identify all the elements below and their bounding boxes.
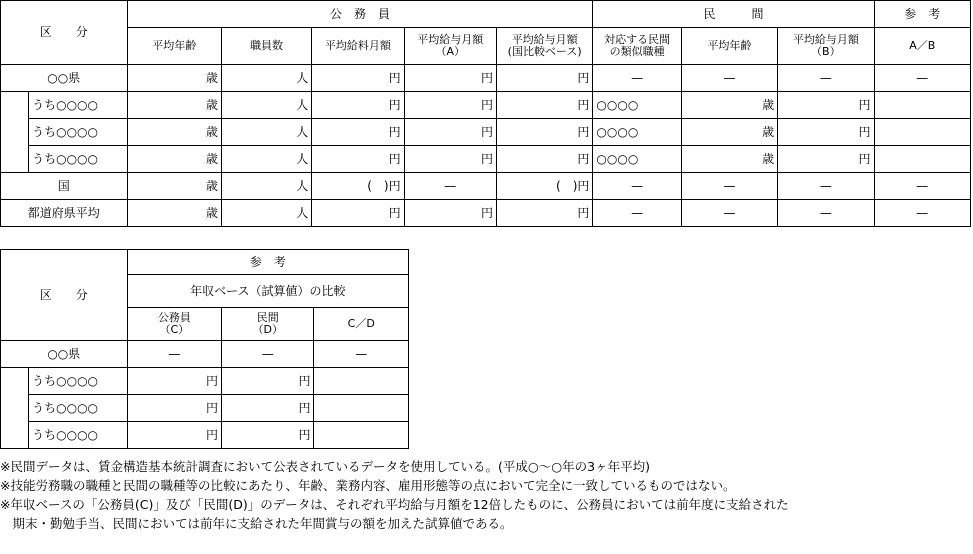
table-cell — [874, 119, 970, 146]
table-cell: 歳 — [127, 65, 221, 92]
column-header: 平均給与月額 （B） — [778, 28, 874, 65]
indent-spacer — [1, 422, 29, 449]
table-cell: 歳 — [681, 119, 777, 146]
table-row — [1, 146, 971, 173]
table-cell — [314, 395, 409, 422]
table-cell: 円 — [404, 119, 496, 146]
table-cell: ○○○○ — [593, 119, 681, 146]
column-header: 職員数 — [221, 28, 311, 65]
table-cell: — — [681, 65, 777, 92]
table-cell: 円 — [127, 395, 221, 422]
t2-header-sankou: 参 考 — [127, 250, 408, 275]
table-row — [1, 200, 971, 227]
indent-spacer — [1, 119, 29, 146]
table-cell: — — [222, 341, 314, 368]
row-label: ○○県 — [1, 341, 128, 368]
t2-header-kubun: 区 分 — [1, 250, 128, 341]
table-cell: 円 — [496, 65, 592, 92]
table-cell: — — [404, 173, 496, 200]
row-label: うち○○○○ — [29, 422, 127, 449]
footnote: ※技能労務職の職種と民間の職種等の比較にあたり、年齢、業務内容、雇用形態等の点において完全に一致しているものではない。 — [0, 478, 736, 493]
table-cell: 人 — [221, 92, 311, 119]
row-label: 都道府県平均 — [1, 200, 128, 227]
table-cell: — — [874, 200, 970, 227]
table-cell: 歳 — [681, 92, 777, 119]
column-header: 民間 （D） — [222, 308, 314, 341]
table-row — [1, 92, 971, 119]
table-cell: 人 — [221, 200, 311, 227]
table-cell: ( )円 — [496, 173, 592, 200]
table-cell: 円 — [778, 119, 874, 146]
table-cell: 人 — [221, 146, 311, 173]
table-cell: 円 — [312, 146, 404, 173]
table-cell: 人 — [221, 173, 311, 200]
footnote: 期末・勤勉手当、民間においては前年に支給された年間賞与の額を加えた試算値である。 — [0, 516, 513, 531]
header-minkan: 民 間 — [593, 1, 874, 28]
annual-income-table — [0, 249, 409, 449]
table-cell: 円 — [404, 65, 496, 92]
column-header: 平均給料月額 — [312, 28, 404, 65]
table-cell: 歳 — [127, 92, 221, 119]
column-header: 対応する民間 の類似職種 — [593, 28, 681, 65]
table-cell: 歳 — [127, 146, 221, 173]
table-row — [1, 65, 971, 92]
table-cell: 円 — [127, 422, 221, 449]
table-cell: — — [778, 65, 874, 92]
table-cell: — — [593, 200, 681, 227]
table-row — [1, 119, 971, 146]
table-cell: 円 — [312, 200, 404, 227]
table-cell — [314, 422, 409, 449]
column-header: C／D — [314, 308, 409, 341]
table-cell: 円 — [496, 146, 592, 173]
table-cell: 人 — [221, 65, 311, 92]
table-cell: 円 — [496, 200, 592, 227]
table-row — [1, 341, 409, 368]
footnote: ※年収ベースの「公務員(C)」及び「民間(D)」のデータは、それぞれ平均給与月額を12倍したものに、公務員においては前年度に支給された — [0, 497, 789, 512]
table-cell: 歳 — [681, 146, 777, 173]
table-cell: 円 — [404, 200, 496, 227]
header-kubun: 区 分 — [1, 1, 128, 65]
header-sankou: 参 考 — [874, 1, 970, 28]
table-cell: 歳 — [127, 200, 221, 227]
footnotes — [0, 457, 973, 533]
table-cell: ( )円 — [312, 173, 404, 200]
table-cell: 円 — [496, 119, 592, 146]
table-cell: 円 — [222, 422, 314, 449]
table-cell: 円 — [404, 92, 496, 119]
table-row — [1, 422, 409, 449]
table-cell: 円 — [778, 146, 874, 173]
column-header: 平均年齢 — [681, 28, 777, 65]
row-label: うち○○○○ — [29, 395, 127, 422]
column-header: 平均年齢 — [127, 28, 221, 65]
table-cell: 歳 — [127, 119, 221, 146]
table-row — [1, 368, 409, 395]
table-row — [1, 395, 409, 422]
row-label: 国 — [1, 173, 128, 200]
row-label: うち○○○○ — [29, 368, 127, 395]
table-cell: — — [127, 341, 221, 368]
row-label: ○○県 — [1, 65, 128, 92]
indent-spacer — [1, 368, 29, 395]
indent-spacer — [1, 146, 29, 173]
table-cell: — — [778, 200, 874, 227]
table-cell: — — [593, 173, 681, 200]
table-cell: 円 — [496, 92, 592, 119]
row-label: うち○○○○ — [29, 92, 127, 119]
table-cell: — — [681, 200, 777, 227]
table-cell: 円 — [312, 92, 404, 119]
column-header: 平均給与月額 (国比較ベース) — [496, 28, 592, 65]
table-cell: 歳 — [127, 173, 221, 200]
table-cell: — — [778, 173, 874, 200]
table-row — [1, 173, 971, 200]
table-cell — [874, 92, 970, 119]
table-cell: — — [593, 65, 681, 92]
table-cell — [314, 368, 409, 395]
table-cell: 円 — [312, 119, 404, 146]
table-cell: 人 — [221, 119, 311, 146]
indent-spacer — [1, 395, 29, 422]
footnote: ※民間データは、賃金構造基本統計調査において公表されているデータを使用している。(平成○～○年の3ヶ年平均) — [0, 459, 650, 474]
column-header: A／B — [874, 28, 970, 65]
table-cell: 円 — [222, 368, 314, 395]
table-cell: 円 — [312, 65, 404, 92]
table-cell: — — [874, 65, 970, 92]
indent-spacer — [1, 92, 29, 119]
table-cell: ○○○○ — [593, 146, 681, 173]
table-cell: — — [681, 173, 777, 200]
t2-header-nenshu: 年収ベース（試算値）の比較 — [127, 275, 408, 308]
table-cell: — — [874, 173, 970, 200]
table-cell: 円 — [222, 395, 314, 422]
row-label: うち○○○○ — [29, 119, 127, 146]
table-cell: — — [314, 341, 409, 368]
column-header: 平均給与月額 （A） — [404, 28, 496, 65]
comparison-table — [0, 0, 971, 227]
table-cell: 円 — [404, 146, 496, 173]
header-koumuin: 公 務 員 — [127, 1, 593, 28]
table-cell: 円 — [127, 368, 221, 395]
table-cell: ○○○○ — [593, 92, 681, 119]
table-cell — [874, 146, 970, 173]
column-header: 公務員 （C） — [127, 308, 221, 341]
table-cell: 円 — [778, 92, 874, 119]
row-label: うち○○○○ — [29, 146, 127, 173]
